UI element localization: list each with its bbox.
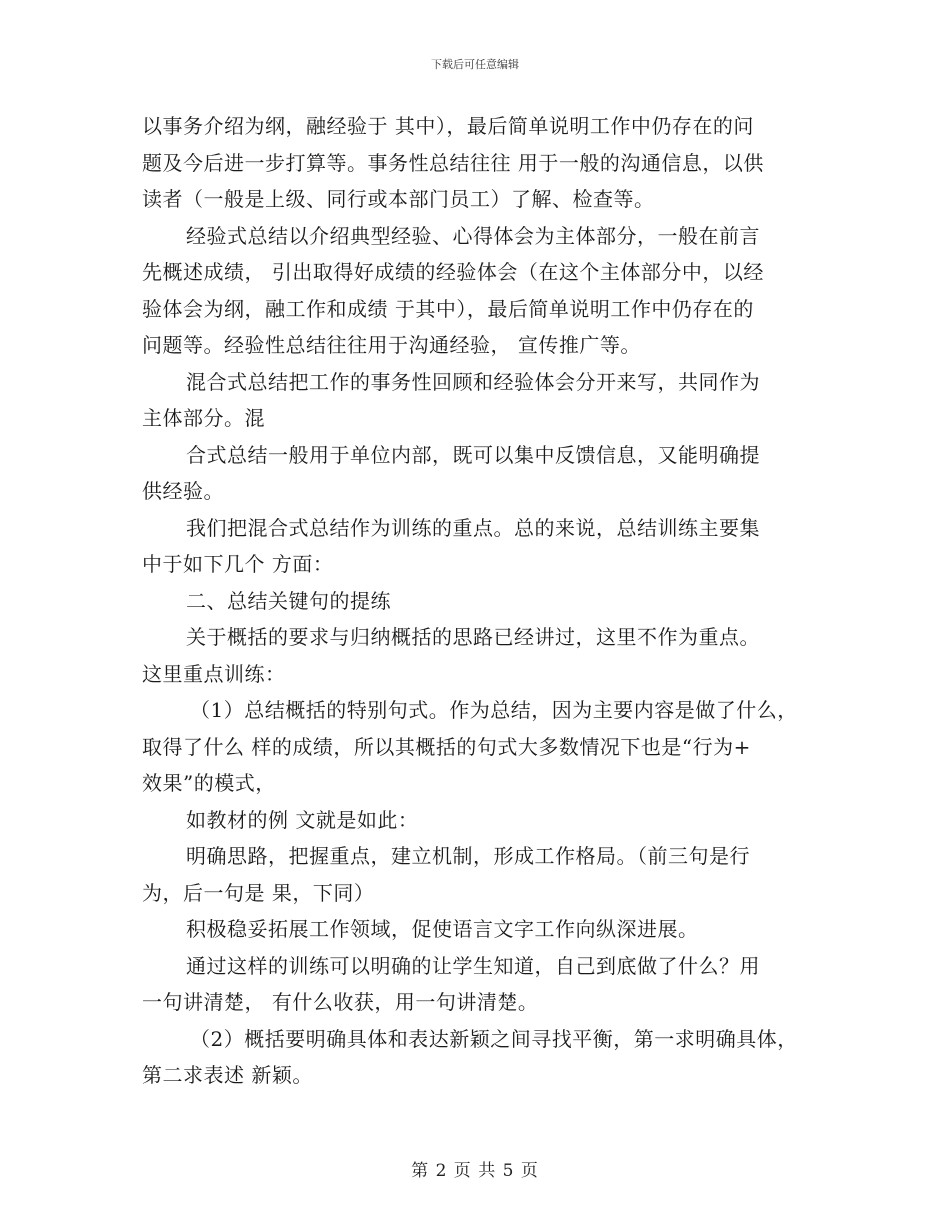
text-line: 验体会为纲，融工作和成绩 于其中），最后简单说明工作中仍存在的 — [142, 296, 754, 321]
paragraph-start: 明确思路，把握重点，建立机制，形成工作格局。（前三句是行 — [186, 844, 750, 868]
paragraph-start: 经验式总结以介绍典型经验、心得体会为主体部分，一般在前言 — [186, 223, 760, 248]
text-line: 效果”的模式， — [142, 771, 276, 795]
text-line: 中于如下几个 方面： — [142, 552, 334, 576]
text-line: 主体部分。混 — [142, 406, 265, 430]
text-line: 供经验。 — [142, 479, 224, 503]
text-line: 一句讲清楚， 有什么收获，用一句讲清楚。 — [142, 990, 539, 1014]
document-body — [142, 108, 822, 1094]
text-line: 读者（一般是上级、同行或本部门员工）了解、检查等。 — [142, 187, 655, 211]
text-line: 第二求表述 新颖。 — [142, 1063, 313, 1087]
text-line: 题及今后进一步打算等。事务性总结往往 用于一般的沟通信息，以供 — [142, 150, 764, 175]
numbered-item: （1）总结概括的特别句式。作为总结，因为主要内容是做了什么， — [190, 698, 798, 722]
paragraph-start: 如教材的例 文就是如此： — [186, 807, 419, 832]
paragraph-start: 合式总结一般用于单位内部，既可以集中反馈信息，又能明确提 — [186, 442, 760, 467]
text-line: 为，后一句是 果，下同） — [142, 880, 375, 905]
paragraph-start: 关于概括的要求与归纳概括的思路已经讲过，这里不作为重点。 — [186, 625, 760, 649]
text-line: 取得了什么 样的成绩，所以其概括的句式大多数情况下也是“行为+ — [142, 734, 751, 759]
paragraph-start: 积极稳妥拓展工作领域，促使语言文字工作向纵深进展。 — [186, 917, 699, 941]
page-footer: 第 2 页 共 5 页 — [411, 1161, 539, 1181]
paragraph-start: 通过这样的训练可以明确的让学生知道，自己到底做了什么？用 — [186, 953, 760, 978]
section-heading: 二、总结关键句的提练 — [186, 588, 391, 613]
paragraph-start: 混合式总结把工作的事务性回顾和经验体会分开来写，共同作为 — [186, 369, 760, 394]
numbered-item: （2）概括要明确具体和表达新颖之间寻找平衡，第一求明确具体， — [190, 1026, 798, 1051]
page-header: 下载后可任意编辑 — [431, 58, 519, 71]
text-line: 问题等。经验性总结往往用于沟通经验， 宣传推广等。 — [142, 333, 641, 357]
paragraph-start: 我们把混合式总结作为训练的重点。总的来说，总结训练主要集 — [186, 515, 760, 540]
text-line: 以事务介绍为纲，融经验于 其中），最后简单说明工作中仍存在的问 — [142, 114, 754, 138]
text-line: 先概述成绩， 引出取得好成绩的经验体会（在这个主体部分中，以经 — [142, 260, 764, 284]
text-line: 这里重点训练： — [142, 661, 286, 686]
